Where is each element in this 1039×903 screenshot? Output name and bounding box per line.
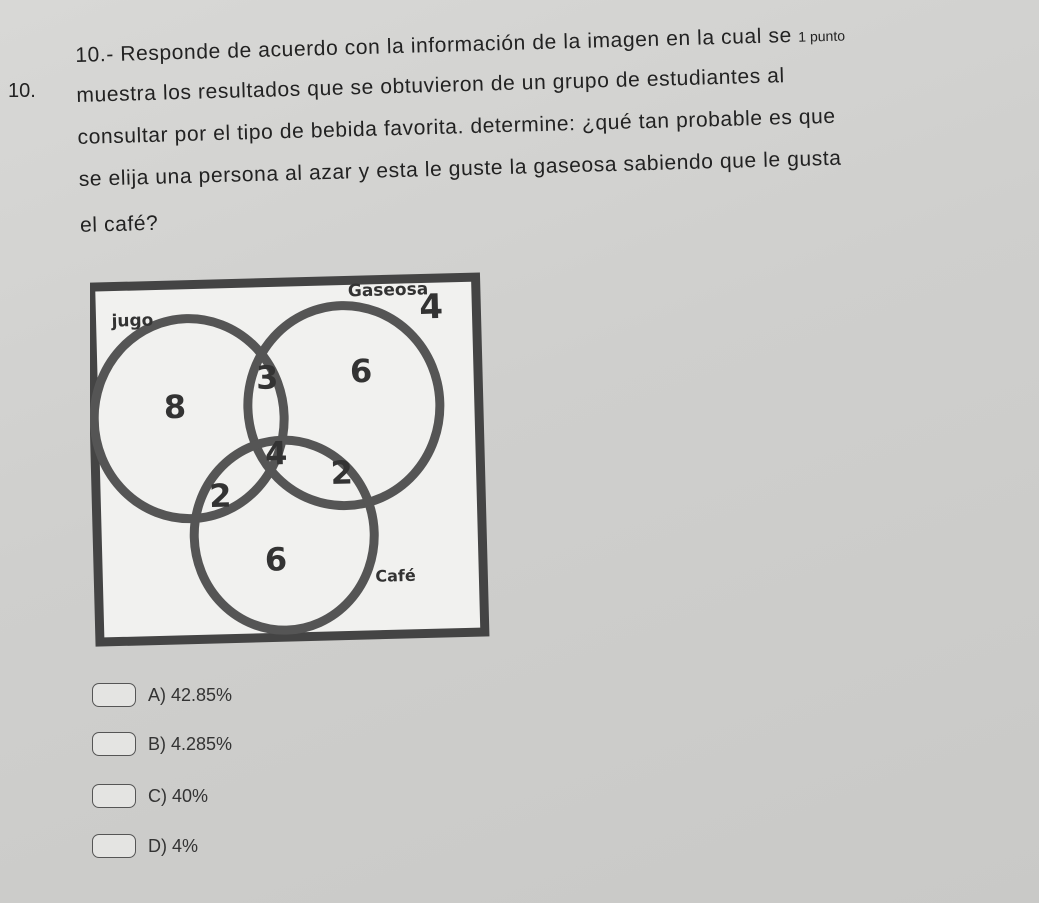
- question-line-4: se elija una persona al azar y esta le guste la gaseosa sabiendo que le gusta: [78, 146, 842, 191]
- value-outside: 4: [418, 286, 444, 328]
- radio-c[interactable]: [92, 784, 136, 808]
- value-jugo-only: 8: [163, 387, 187, 427]
- question-line-3: consultar por el tipo de bebida favorita. determine: ¿qué tan probable es que: [77, 104, 836, 149]
- radio-d[interactable]: [92, 834, 136, 858]
- question-line-2: muestra los resultados que se obtuvieron de un grupo de estudiantes al: [76, 64, 786, 107]
- value-gaseosa-cafe: 2: [330, 453, 354, 492]
- option-d-label: D) 4%: [148, 835, 199, 856]
- points-label: 1 punto: [798, 27, 846, 45]
- question-line-5: el café?: [79, 211, 159, 237]
- value-jugo-cafe: 2: [208, 476, 232, 516]
- question-text: [75, 19, 975, 237]
- option-c-label: C) 40%: [148, 785, 209, 806]
- value-jugo-gaseosa: 3: [255, 358, 279, 397]
- question-line-1-text: 10.- Responde de acuerdo con la información de la imagen en la cual se: [75, 23, 793, 67]
- label-cafe: Café: [375, 565, 416, 586]
- option-b-label: B) 4.285%: [148, 733, 233, 754]
- venn-diagram: [90, 260, 495, 655]
- question-line-1: [75, 23, 845, 68]
- option-a-label: A) 42.85%: [148, 684, 233, 705]
- label-gaseosa: Gaseosa: [347, 279, 429, 302]
- value-cafe-only: 6: [264, 540, 288, 579]
- value-all-three: 4: [264, 434, 288, 473]
- option-d[interactable]: [92, 831, 198, 861]
- option-b[interactable]: [92, 729, 232, 759]
- question-number: 10.: [8, 80, 36, 102]
- radio-a[interactable]: [92, 683, 136, 707]
- option-c[interactable]: [92, 781, 208, 811]
- value-gaseosa-only: 6: [349, 351, 373, 391]
- option-a[interactable]: [92, 680, 232, 710]
- radio-b[interactable]: [92, 732, 136, 756]
- label-jugo: jugo: [111, 310, 154, 332]
